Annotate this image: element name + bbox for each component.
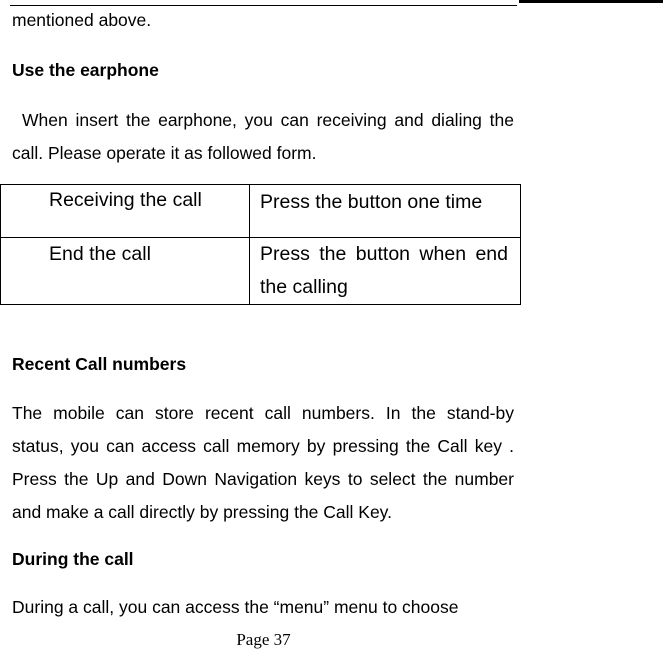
earphone-paragraph: When insert the earphone, you can receiving and dialing the call. Please operate it as followed form. [12, 110, 514, 163]
table-cell-action: Receiving the call [1, 185, 250, 238]
fragment-text: mentioned above. [12, 10, 152, 30]
table-cell-operation: Press the button when end the calling [250, 238, 521, 305]
top-rule-thick [519, 0, 663, 3]
page-number: Page 37 [236, 630, 291, 649]
earphone-operation-table [0, 184, 521, 305]
table-row [1, 185, 521, 238]
table-cell-operation: Press the button one time [250, 185, 521, 238]
recent-calls-paragraph: The mobile can store recent call numbers. In the stand-by status, you can access call memory by pressing the Call key . Press the Up and Down Navigation keys to select the number and make a call directly by pressing the Call Key. [12, 403, 514, 522]
heading-during-the-call: During the call [12, 549, 134, 569]
during-call-paragraph: During a call, you can access the “menu” menu to choose [12, 597, 459, 617]
heading-recent-call-numbers: Recent Call numbers [12, 354, 187, 374]
table-row [1, 238, 521, 305]
heading-use-earphone: Use the earphone [12, 60, 159, 80]
table-cell-action: End the call [1, 238, 250, 305]
